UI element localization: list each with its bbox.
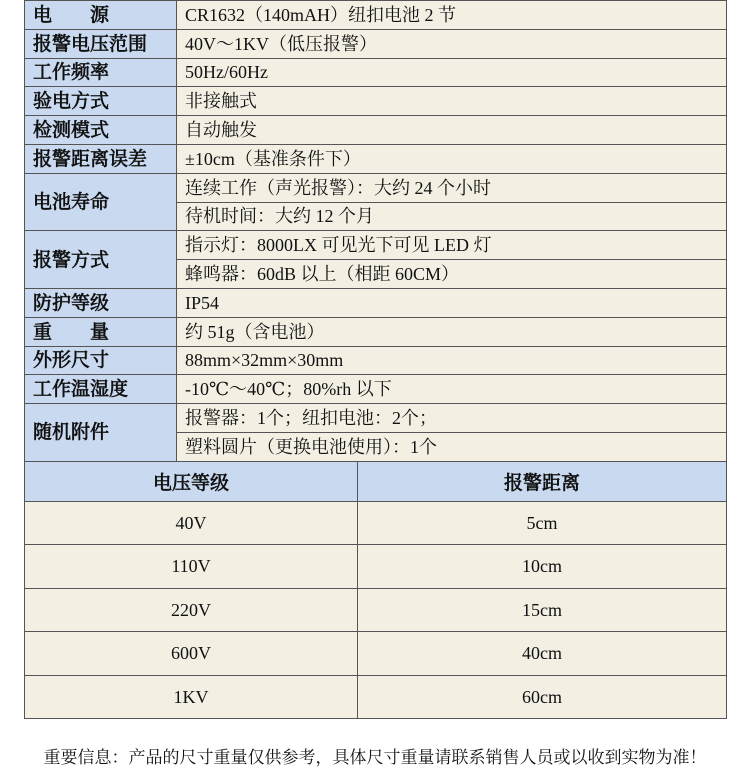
spec-label: 报警距离误差 xyxy=(25,144,177,173)
voltage-cell: 1KV xyxy=(25,675,358,719)
voltage-cell: 40V xyxy=(25,501,358,545)
voltage-cell: 600V xyxy=(25,632,358,676)
spec-row-temp-humidity xyxy=(25,375,727,404)
spec-row-alarm-voltage xyxy=(25,29,727,58)
spec-row-alarm-mode xyxy=(25,231,727,260)
spec-value-line: 待机时间：大约 12 个月 xyxy=(177,202,727,231)
spec-row-protection xyxy=(25,288,727,317)
table-row xyxy=(25,545,727,589)
spec-value-line: 连续工作（声光报警）：大约 24 个小时 xyxy=(177,173,727,202)
table-row xyxy=(25,632,727,676)
table-row xyxy=(25,675,727,719)
voltage-cell: 220V xyxy=(25,588,358,632)
spec-label: 电 源 xyxy=(25,1,177,30)
spec-row-power xyxy=(25,1,727,30)
spec-value: 自动触发 xyxy=(177,116,727,145)
header-voltage: 电压等级 xyxy=(25,461,358,501)
spec-label: 工作频率 xyxy=(25,58,177,87)
spec-row-detect-method xyxy=(25,87,727,116)
spec-value: 约 51g（含电池） xyxy=(177,317,727,346)
spec-label: 外形尺寸 xyxy=(25,346,177,375)
spec-label: 电池寿命 xyxy=(25,173,177,231)
spec-value-line: 报警器：1个；纽扣电池：2个； xyxy=(177,404,727,433)
table-row xyxy=(25,588,727,632)
spec-label: 检测模式 xyxy=(25,116,177,145)
spec-label: 报警电压范围 xyxy=(25,29,177,58)
distance-cell: 60cm xyxy=(358,675,727,719)
spec-label: 工作温湿度 xyxy=(25,375,177,404)
table-row xyxy=(25,501,727,545)
distance-cell: 10cm xyxy=(358,545,727,589)
spec-value-line: 蜂鸣器：60dB 以上（相距 60CM） xyxy=(177,260,727,289)
spec-value: -10℃～40℃；80%rh 以下 xyxy=(177,375,727,404)
spec-value: 88mm×32mm×30mm xyxy=(177,346,727,375)
spec-label: 随机附件 xyxy=(25,404,177,462)
spec-table xyxy=(24,0,727,462)
spec-label: 报警方式 xyxy=(25,231,177,289)
spec-row-detect-mode xyxy=(25,116,727,145)
spec-row-accessories xyxy=(25,404,727,433)
spec-row-frequency xyxy=(25,58,727,87)
levels-header-row xyxy=(25,461,727,501)
spec-label: 验电方式 xyxy=(25,87,177,116)
spec-row-dimensions xyxy=(25,346,727,375)
spec-row-weight xyxy=(25,317,727,346)
spec-value: 50Hz/60Hz xyxy=(177,58,727,87)
spec-row-distance-error xyxy=(25,144,727,173)
disclaimer-notice: 重要信息：产品的尺寸重量仅供参考，具体尺寸重量请联系销售人员或以收到实物为准！ xyxy=(43,748,707,767)
header-distance: 报警距离 xyxy=(358,461,727,501)
spec-sheet xyxy=(24,0,726,719)
spec-value: 40V～1KV（低压报警） xyxy=(177,29,727,58)
spec-value: CR1632（140mAH）纽扣电池 2 节 xyxy=(177,1,727,30)
spec-value: ±10cm（基准条件下） xyxy=(177,144,727,173)
distance-cell: 15cm xyxy=(358,588,727,632)
spec-value-line: 塑料圆片（更换电池使用）：1个 xyxy=(177,432,727,461)
distance-cell: 40cm xyxy=(358,632,727,676)
spec-label: 防护等级 xyxy=(25,288,177,317)
spec-row-battery-life xyxy=(25,173,727,202)
voltage-distance-table xyxy=(24,461,727,720)
voltage-cell: 110V xyxy=(25,545,358,589)
spec-label: 重 量 xyxy=(25,317,177,346)
spec-value: IP54 xyxy=(177,288,727,317)
distance-cell: 5cm xyxy=(358,501,727,545)
spec-value: 非接触式 xyxy=(177,87,727,116)
spec-value-line: 指示灯：8000LX 可见光下可见 LED 灯 xyxy=(177,231,727,260)
